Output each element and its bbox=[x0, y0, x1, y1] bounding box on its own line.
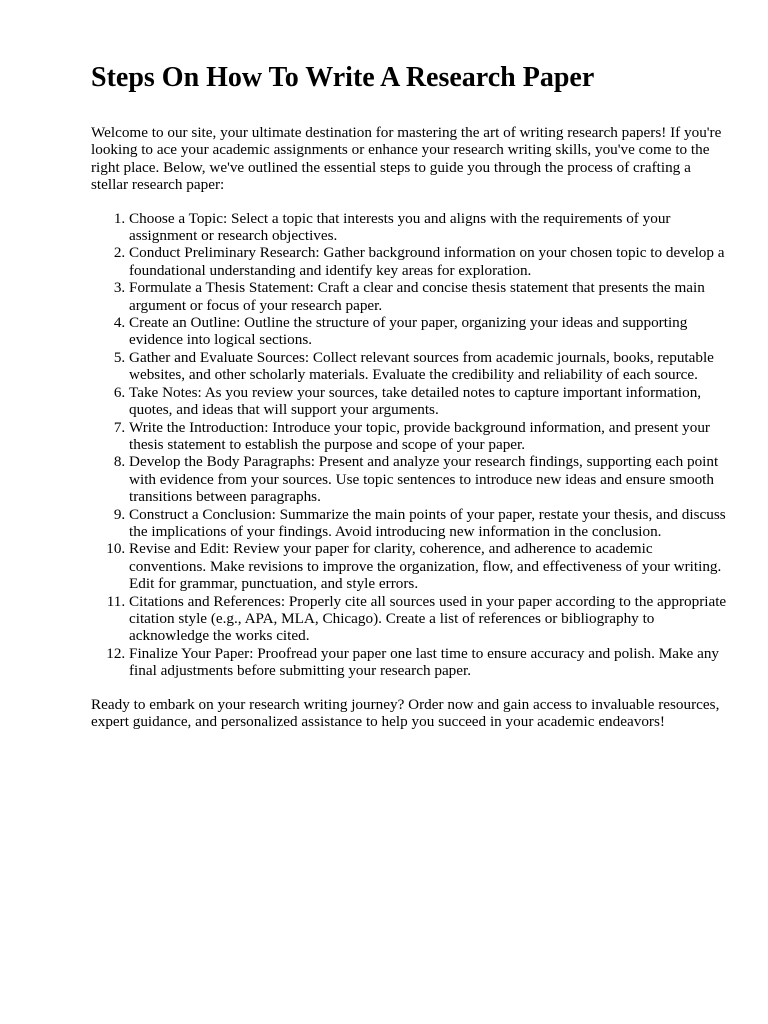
list-item: 12. Finalize Your Paper: Proofread your paper one last time to ensure accuracy and polish. Make any final adjustments before submitting your research paper. bbox=[129, 645, 731, 680]
page-title: Steps On How To Write A Research Paper bbox=[91, 62, 595, 93]
list-item: 9. Construct a Conclusion: Summarize the main points of your paper, restate your thesis, and discuss the implications of your findings. Avoid introducing new information in the conclusion. bbox=[129, 506, 731, 541]
list-item: 1. Choose a Topic: Select a topic that interests you and aligns with the requirements of your assignment or research objectives. bbox=[129, 210, 731, 245]
document-page bbox=[91, 58, 731, 730]
list-item: 7. Write the Introduction: Introduce your topic, provide background information, and present your thesis statement to establish the purpose and scope of your paper. bbox=[129, 419, 731, 454]
list-item: 10. Revise and Edit: Review your paper for clarity, coherence, and adherence to academic conventions. Make revisions to improve the organization, flow, and effectiveness of your writing. Edit for grammar, punctuation, and style errors. bbox=[129, 540, 731, 592]
list-item: 8. Develop the Body Paragraphs: Present and analyze your research findings, supporting each point with evidence from your sources. Use topic sentences to introduce new ideas and ensure smooth transitions between paragraphs. bbox=[129, 453, 731, 505]
list-item: 11. Citations and References: Properly cite all sources used in your paper according to the appropriate citation style (e.g., APA, MLA, Chicago). Create a list of references or bibliography to acknowledge the works cited. bbox=[129, 593, 731, 645]
list-item: 6. Take Notes: As you review your sources, take detailed notes to capture important information, quotes, and ideas that will support your arguments. bbox=[129, 384, 731, 419]
intro-paragraph: Welcome to our site, your ultimate destination for mastering the art of writing research papers! If you're looking to ace your academic assignments or enhance your research writing skills, you've come to the right place. Below, we've outlined the essential steps to guide you through the process of crafting a stellar research paper: bbox=[91, 124, 722, 194]
closing-paragraph: Ready to embark on your research writing journey? Order now and gain access to invaluable resources, expert guidance, and personalized assistance to help you succeed in your academic endeavors! bbox=[91, 695, 720, 730]
list-item: 4. Create an Outline: Outline the structure of your paper, organizing your ideas and supporting evidence into logical sections. bbox=[129, 314, 731, 349]
list-item: 3. Formulate a Thesis Statement: Craft a clear and concise thesis statement that presents the main argument or focus of your research paper. bbox=[129, 279, 731, 314]
list-item: 2. Conduct Preliminary Research: Gather background information on your chosen topic to develop a foundational understanding and identify key areas for exploration. bbox=[129, 244, 731, 279]
list-item: 5. Gather and Evaluate Sources: Collect relevant sources from academic journals, books, reputable websites, and other scholarly materials. Evaluate the credibility and reliability of each source. bbox=[129, 349, 731, 384]
steps-list bbox=[91, 210, 731, 680]
